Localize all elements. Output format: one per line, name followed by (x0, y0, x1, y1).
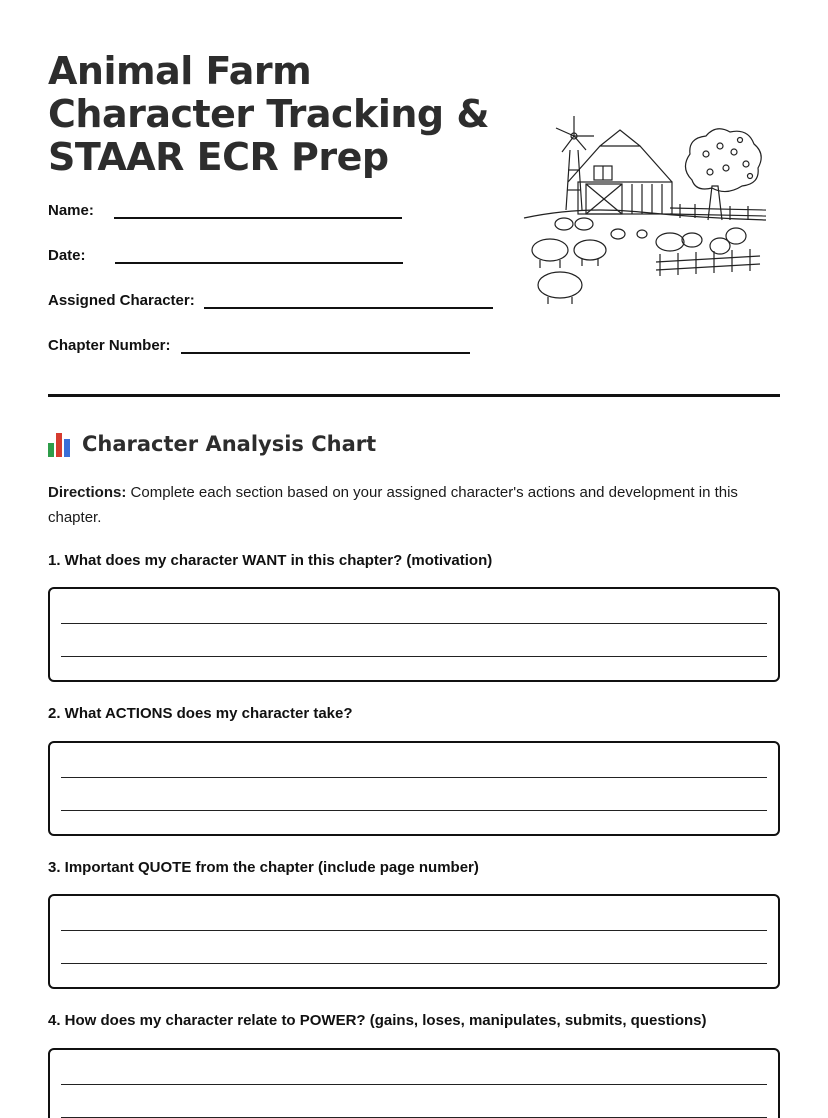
assigned-character-label: Assigned Character: (48, 292, 195, 309)
date-input-line[interactable] (115, 248, 403, 264)
windmill-icon (556, 116, 594, 210)
section-heading (48, 431, 376, 457)
question-quote: 3. Important QUOTE from the chapter (include page number) (48, 859, 479, 876)
chapter-number-label: Chapter Number: (48, 337, 171, 354)
section-title: Character Analysis Chart (82, 432, 377, 456)
assigned-character-field (48, 292, 493, 309)
directions (48, 480, 768, 530)
page-title: Animal Farm Character Tracking & STAAR ECR Prep (48, 49, 489, 179)
barn-icon (568, 130, 672, 214)
tree-icon (685, 129, 761, 220)
answer-line (61, 1084, 767, 1085)
section-divider (48, 394, 780, 397)
answer-line (61, 810, 767, 811)
answer-box-power[interactable] (48, 1048, 780, 1118)
date-field (48, 247, 403, 264)
chapter-number-field (48, 337, 470, 354)
question-motivation: 1. What does my character WANT in this chapter? (motivation) (48, 552, 493, 569)
directions-lead: Directions: (48, 484, 127, 501)
answer-line (61, 963, 767, 964)
bar-chart-icon (48, 431, 72, 457)
pigs-icon (532, 218, 606, 304)
chapter-number-input-line[interactable] (181, 338, 470, 354)
name-input-line[interactable] (114, 203, 402, 219)
directions-text: Complete each section based on your assigned character's actions and development in this chapter. (48, 484, 738, 526)
sheep-icon (611, 228, 746, 254)
answer-line (61, 930, 767, 931)
question-actions: 2. What ACTIONS does my character take? (48, 705, 353, 722)
assigned-character-input-line[interactable] (204, 293, 493, 309)
date-label: Date: (48, 247, 86, 264)
answer-line (61, 656, 767, 657)
answer-line (61, 623, 767, 624)
name-label: Name: (48, 202, 94, 219)
question-power: 4. How does my character relate to POWER? (gains, loses, manipulates, submits, questions) (48, 1012, 707, 1029)
answer-box-actions[interactable] (48, 741, 780, 836)
answer-box-quote[interactable] (48, 894, 780, 989)
answer-box-motivation[interactable] (48, 587, 780, 682)
farm-illustration (520, 110, 770, 305)
name-field (48, 202, 402, 219)
answer-line (61, 777, 767, 778)
